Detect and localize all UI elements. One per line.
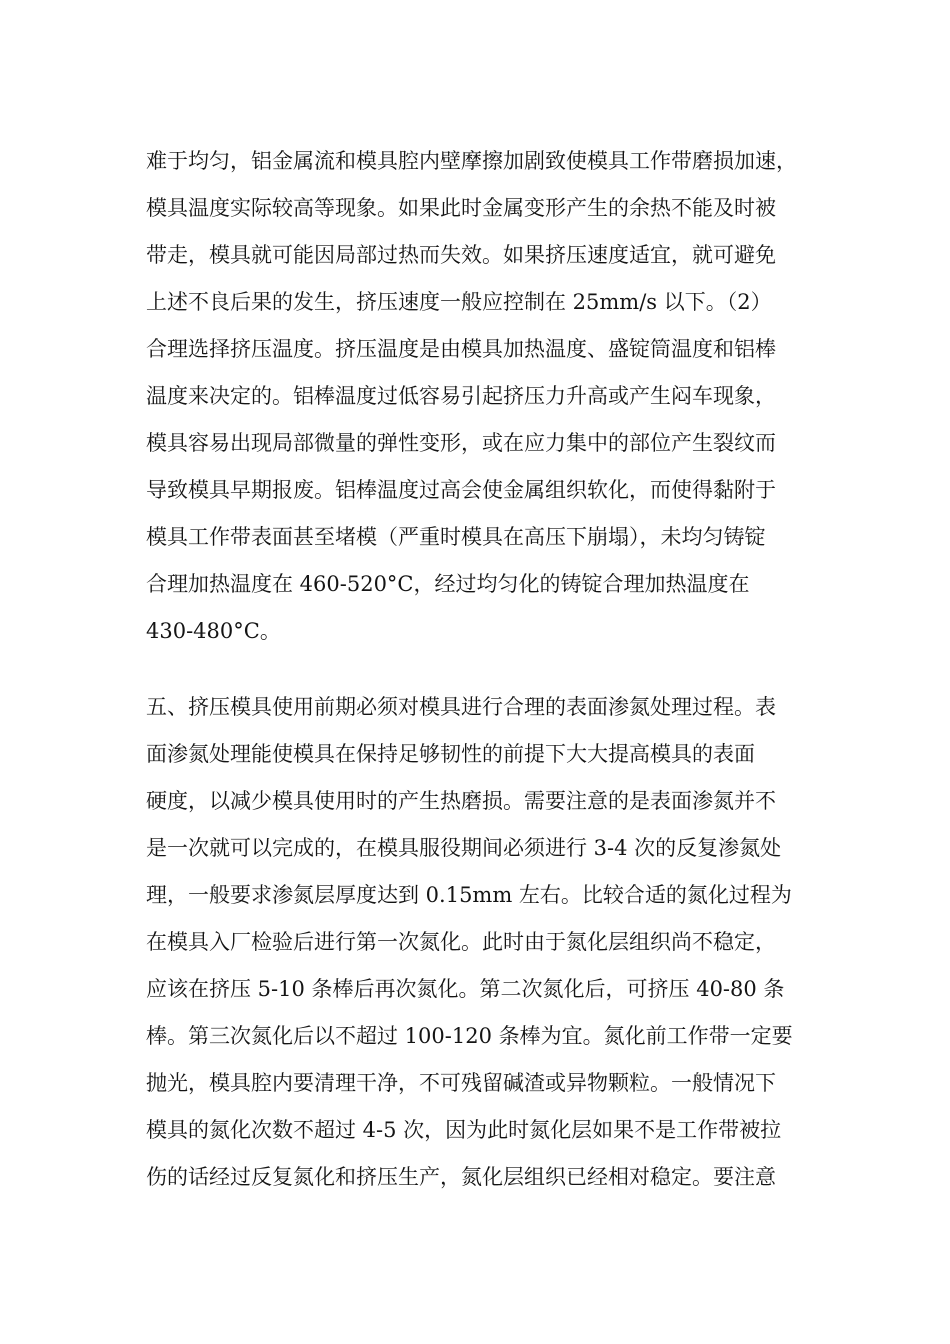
text-line: 硬度，以减少模具使用时的产生热磨损。需要注意的是表面渗氮并不 xyxy=(146,789,776,813)
text-line: 模具容易出现局部微量的弹性变形，或在应力集中的部位产生裂纹而 xyxy=(146,431,776,455)
text-line: 温度来决定的。铝棒温度过低容易引起挤压力升高或产生闷车现象， xyxy=(146,384,776,408)
text-line: 理，一般要求渗氮层厚度达到 0.15mm 左右。比较合适的氮化过程为 xyxy=(146,883,792,907)
text-line: 面渗氮处理能使模具在保持足够韧性的前提下大大提高模具的表面 xyxy=(146,742,755,766)
text-line: 难于均匀，铝金属流和模具腔内壁摩擦加剧致使模具工作带磨损加速， xyxy=(146,149,797,173)
text-line: 合理加热温度在 460-520°C，经过均匀化的铸锭合理加热温度在 xyxy=(146,572,750,596)
text-line: 模具工作带表面甚至堵模（严重时模具在高压下崩塌），未均匀铸锭 xyxy=(146,525,766,549)
text-line: 抛光，模具腔内要清理干净，不可残留碱渣或异物颗粒。一般情况下 xyxy=(146,1071,776,1095)
text-line: 模具的氮化次数不超过 4-5 次，因为此时氮化层如果不是工作带被拉 xyxy=(146,1118,782,1142)
text-line: 应该在挤压 5-10 条棒后再次氮化。第二次氮化后，可挤压 40-80 条 xyxy=(146,977,785,1001)
text-line: 棒。第三次氮化后以不超过 100-120 条棒为宜。氮化前工作带一定要 xyxy=(146,1024,793,1048)
text-line: 模具温度实际较高等现象。如果此时金属变形产生的余热不能及时被 xyxy=(146,196,776,220)
text-line: 是一次就可以完成的，在模具服役期间必须进行 3-4 次的反复渗氮处 xyxy=(146,836,782,860)
paragraph-nitriding-treatment xyxy=(146,684,793,1201)
text-line: 430-480°C。 xyxy=(146,619,281,643)
text-line: 上述不良后果的发生，挤压速度一般应控制在 25mm/s 以下。（2） xyxy=(146,290,772,314)
text-line: 带走，模具就可能因局部过热而失效。如果挤压速度适宜，就可避免 xyxy=(146,243,776,267)
text-line: 导致模具早期报废。铝棒温度过高会使金属组织软化，而使得黏附于 xyxy=(146,478,776,502)
text-line: 合理选择挤压温度。挤压温度是由模具加热温度、盛锭筒温度和铝棒 xyxy=(146,337,776,361)
paragraph-extrusion-temperature xyxy=(146,138,797,655)
text-line: 在模具入厂检验后进行第一次氮化。此时由于氮化层组织尚不稳定， xyxy=(146,930,776,954)
text-line: 伤的话经过反复氮化和挤压生产，氮化层组织已经相对稳定。要注意 xyxy=(146,1165,776,1189)
text-line: 五、挤压模具使用前期必须对模具进行合理的表面渗氮处理过程。表 xyxy=(146,695,776,719)
